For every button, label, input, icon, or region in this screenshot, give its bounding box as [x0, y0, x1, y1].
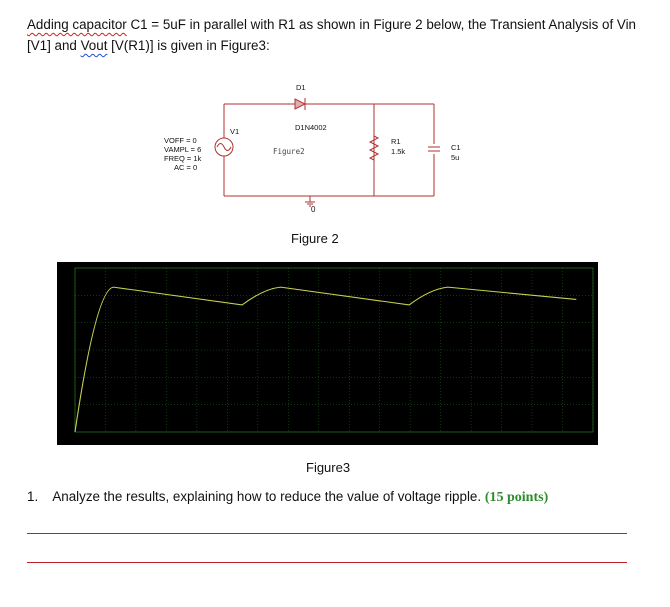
ground-label: 0	[311, 205, 316, 214]
diode-name: D1	[296, 83, 306, 92]
answer-line-1[interactable]	[27, 533, 627, 534]
cap-value: 5u	[451, 153, 460, 162]
intro-adding-capacitor: Adding capacitor	[27, 17, 127, 32]
vout-trace	[75, 287, 576, 432]
resistor-symbol	[370, 136, 378, 160]
transient-plot	[57, 262, 598, 445]
source-param-vampl: VAMPL = 6	[164, 145, 202, 154]
diode-model: D1N4002	[295, 123, 327, 132]
source-params	[164, 136, 202, 172]
question-number: 1.	[27, 489, 39, 504]
capacitor-symbol	[428, 144, 440, 154]
circuit-schematic	[150, 72, 480, 220]
question-text: Analyze the results, explaining how to reduce the value of voltage ripple.	[52, 489, 482, 504]
resistor-name: R1	[391, 137, 401, 146]
source-param-ac: AC = 0	[174, 163, 198, 172]
intro-paragraph	[27, 14, 657, 56]
question-points: (15 points)	[484, 490, 549, 505]
intro-vout: Vout	[80, 38, 108, 53]
cap-name: C1	[451, 143, 461, 152]
diode-symbol	[295, 98, 305, 110]
schematic-center-label: Figure2	[273, 147, 305, 156]
voltage-source-symbol	[215, 138, 233, 156]
source-param-voff: VOFF = 0	[164, 136, 197, 145]
source-param-freq: FREQ = 1k	[164, 154, 202, 163]
figure2-caption: Figure 2	[291, 231, 339, 246]
resistor-value: 1.5k	[391, 147, 406, 156]
source-name: V1	[230, 127, 240, 136]
question-1	[27, 489, 548, 506]
figure3-caption: Figure3	[306, 460, 351, 475]
intro-text-end: [V(R1)] is given in Figure3:	[107, 38, 270, 53]
intro-text-middle: C1 = 5uF in parallel with R1 as shown in Figure 2 below, the Transient Analysis of Vin [V1] and	[27, 17, 636, 53]
answer-line-2[interactable]	[27, 562, 627, 563]
